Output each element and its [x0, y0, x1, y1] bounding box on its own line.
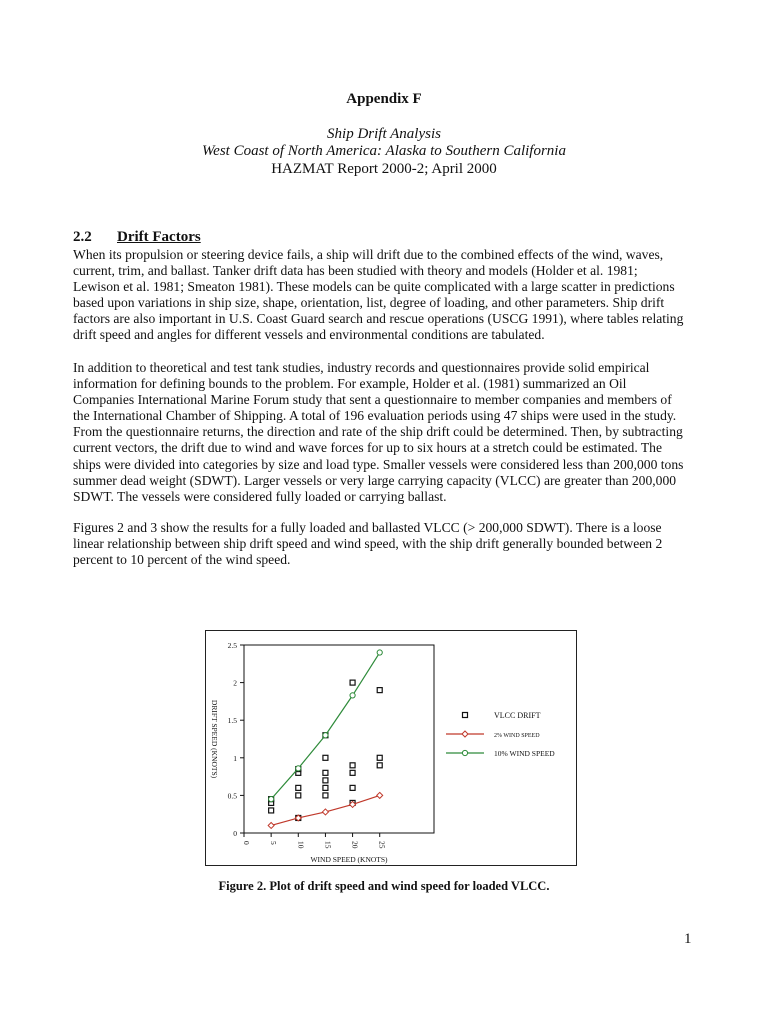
- legend-marker-10-wind-speed: [462, 750, 467, 755]
- data-point-vlcc-drift: [296, 785, 301, 790]
- x-tick-label: 0: [242, 841, 251, 845]
- paragraph-line: Figures 2 and 3 show the results for a fully loaded and ballasted VLCC (> 200,000 SDWT). There is a loose: [73, 520, 662, 535]
- page-number: 1: [684, 931, 692, 947]
- series-line-10-wind-speed: [271, 653, 380, 800]
- paragraph-line: factors are also important in U.S. Coast Guard search and rescue operations (USCG 1991), where tables relating: [73, 311, 684, 327]
- y-tick-label: 0.5: [227, 791, 237, 801]
- paragraph-line: ships were divided into categories by size and load type. Smaller vessels were considered less than 200,000 tons: [73, 456, 684, 472]
- report-subtitle-2: West Coast of North America: Alaska to Southern California: [202, 143, 566, 159]
- y-tick-label: 2: [233, 678, 237, 688]
- y-tick-label: 0: [233, 829, 237, 838]
- appendix-title: Appendix F: [346, 91, 422, 107]
- y-axis-label: DRIFT SPEED (KNOTS): [210, 699, 219, 779]
- paragraph-line: summer dead weight (SDWT). Larger vessels or very large carrying capacity (VLCC) are greater than 200,000: [73, 472, 677, 488]
- data-point-2-wind-speed: [322, 809, 328, 815]
- data-point-10-wind-speed: [269, 797, 274, 802]
- legend-marker-2-wind-speed: [462, 731, 468, 737]
- data-point-vlcc-drift: [377, 688, 382, 693]
- data-point-2-wind-speed: [268, 822, 274, 828]
- y-tick-label: 2.5: [227, 641, 237, 650]
- data-point-vlcc-drift: [350, 785, 355, 790]
- data-point-vlcc-drift: [269, 808, 274, 813]
- data-point-vlcc-drift: [377, 763, 382, 768]
- paragraph-line: When its propulsion or steering device fails, a ship will drift due to the combined effects of the wind, waves,: [73, 247, 664, 262]
- paragraph-line: SDWT. The vessels were considered fully loaded or carrying ballast.: [73, 488, 447, 504]
- paragraph-drift-models: [73, 247, 713, 344]
- paragraph-line: In addition to theoretical and test tank studies, industry records and questionnaires provide solid empirical: [73, 360, 650, 375]
- data-point-vlcc-drift: [377, 755, 382, 760]
- paragraph-line: current vectors, the drift due to wind and wave forces for up to six hours at a stretch could be estimated. The: [73, 440, 663, 456]
- paragraph-line: Companies International Marine Forum study that sent a questionnaire to member companies and members of: [73, 392, 672, 408]
- data-point-vlcc-drift: [323, 770, 328, 775]
- y-tick-label: 1: [233, 753, 237, 763]
- drift-speed-chart: [206, 631, 576, 865]
- paragraph-line: Lewison et al. 1981; Smeaton 1981). These models can be quite complicated with a large scatter in predictions: [73, 279, 675, 295]
- paragraph-line: based upon variations in ship size, shape, orientation, list, degree of loading, and other parameters. Ship drift: [73, 295, 665, 311]
- paragraph-line: linear relationship between ship drift speed and wind speed, with the ship drift generally bounded between 2: [73, 536, 663, 552]
- data-point-vlcc-drift: [323, 785, 328, 790]
- x-tick-label: 10: [296, 841, 306, 849]
- legend-label-10-wind-speed: 10% WIND SPEED: [494, 749, 555, 758]
- data-point-10-wind-speed: [377, 650, 382, 655]
- data-point-vlcc-drift: [323, 755, 328, 760]
- paragraph-line: From the questionnaire returns, the direction and rate of the ship drift could be determined. Then, by subtracting: [73, 424, 683, 440]
- data-point-10-wind-speed: [296, 766, 301, 771]
- data-point-10-wind-speed: [323, 733, 328, 738]
- x-axis-label: WIND SPEED (KNOTS): [310, 855, 388, 864]
- report-subtitle-1: Ship Drift Analysis: [327, 126, 441, 142]
- report-subtitle-3: HAZMAT Report 2000-2; April 2000: [271, 161, 497, 177]
- paragraph-line: current, trim, and ballast. Tanker drift data has been studied with theory and models (Holder et al. 1981;: [73, 263, 638, 279]
- figure-caption: Figure 2. Plot of drift speed and wind speed for loaded VLCC.: [218, 879, 550, 893]
- section-heading: [73, 229, 201, 246]
- x-tick-label: 25: [377, 841, 387, 849]
- figure-2-frame: [205, 630, 577, 866]
- data-point-vlcc-drift: [323, 778, 328, 783]
- x-tick-label: 20: [350, 841, 360, 849]
- paragraph-line: information for defining bounds to the problem. For example, Holder et al. (1981) summarized an Oil: [73, 376, 627, 392]
- legend-label-2-wind-speed: 2% WIND SPEED: [494, 733, 540, 739]
- paragraph-industry-records: [73, 360, 713, 505]
- paragraph-line: the International Chamber of Shipping. A total of 196 evaluation periods using 47 ships were used in the study.: [73, 408, 677, 424]
- data-point-10-wind-speed: [350, 693, 355, 698]
- data-point-vlcc-drift: [296, 793, 301, 798]
- data-point-vlcc-drift: [323, 793, 328, 798]
- paragraph-figure-intro: [73, 520, 713, 568]
- data-point-vlcc-drift: [350, 770, 355, 775]
- paragraph-line: percent to 10 percent of the wind speed.: [73, 552, 291, 568]
- x-tick-label: 5: [269, 841, 279, 845]
- legend-label-vlcc-drift: VLCC DRIFT: [494, 711, 541, 720]
- data-point-vlcc-drift: [350, 763, 355, 768]
- legend-marker-vlcc-drift: [463, 713, 468, 718]
- section-number: 2.2: [73, 229, 92, 245]
- data-point-vlcc-drift: [350, 680, 355, 685]
- x-tick-label: 15: [323, 841, 333, 849]
- data-point-2-wind-speed: [377, 792, 383, 798]
- section-title: Drift Factors: [117, 229, 201, 245]
- paragraph-line: drift speed and angles for different vessels and environmental conditions are tabulated.: [73, 327, 545, 343]
- y-tick-label: 1.5: [227, 716, 237, 726]
